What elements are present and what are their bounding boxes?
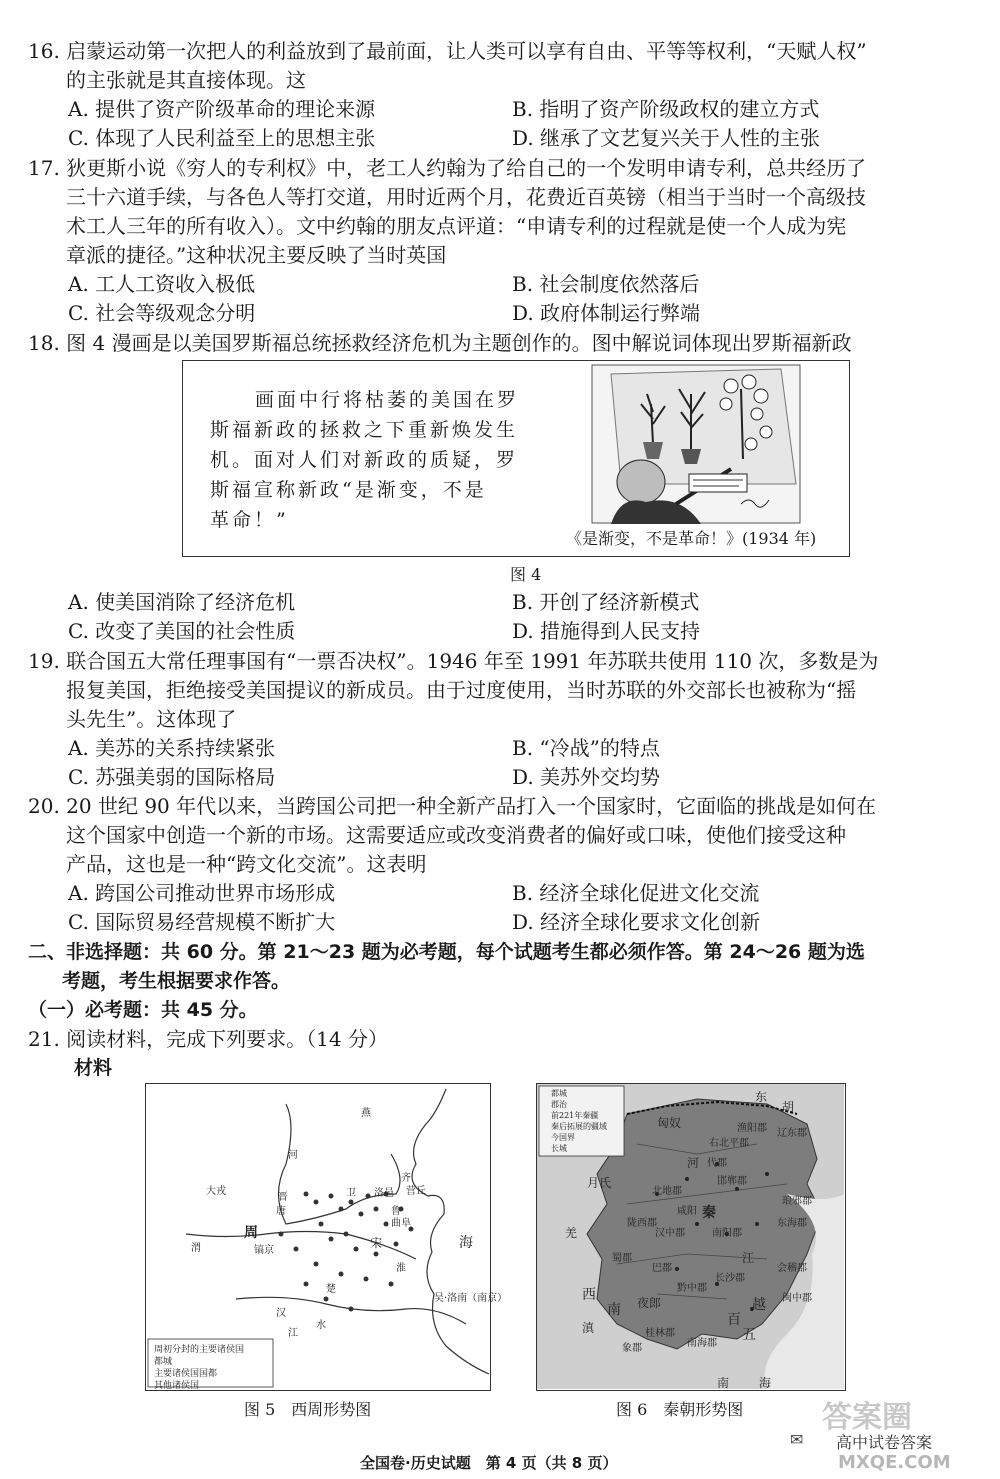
q17-option-a: A. 工人工资收入极低 bbox=[68, 272, 256, 296]
map5-label-song: 宋 bbox=[370, 1236, 383, 1250]
map6-label-nan: 南 bbox=[717, 1376, 730, 1390]
map6-label-river-jiang: 江 bbox=[742, 1251, 755, 1265]
map6-label-qiang: 羌 bbox=[565, 1226, 578, 1240]
cartoon-text-line1: 画面中行将枯萎的美国在罗 bbox=[255, 389, 520, 411]
map5-label-luoyi: 洛邑 bbox=[374, 1188, 394, 1199]
q21-material-label: 材料 bbox=[74, 1057, 113, 1079]
q19-stem-line2: 报复美国，拒绝接受美国提议的新成员。由于过度使用，当时苏联的外交部长也被称为“摇 bbox=[66, 678, 857, 702]
map6-label-xi: 西 bbox=[582, 1287, 596, 1303]
map6-label-minzhong: 闽中郡 bbox=[782, 1293, 812, 1304]
map-qin-dynasty bbox=[536, 1083, 846, 1391]
map6-label-shujun: 蜀郡 bbox=[612, 1253, 632, 1264]
map6-label-handan: 邯郸郡 bbox=[717, 1176, 747, 1187]
map6-label-daijun: 代郡 bbox=[707, 1158, 727, 1169]
q16-option-a: A. 提供了资产阶级革命的理论来源 bbox=[68, 97, 376, 121]
cartoon-text-line3: 机。面对人们对新政的质疑，罗 bbox=[210, 449, 519, 471]
map5-label-haojing: 镐京 bbox=[254, 1245, 274, 1256]
q21-stem: 21. 阅读材料，完成下列要求。（14 分） bbox=[28, 1027, 388, 1051]
map5-legend-4: 其他诸侯国 bbox=[154, 1381, 200, 1391]
q16-option-d: D. 继承了文艺复兴关于人性的主张 bbox=[512, 126, 821, 150]
map6-label-donghai: 东海郡 bbox=[777, 1218, 807, 1229]
q19-option-a: A. 美苏的关系持续紧张 bbox=[68, 736, 276, 760]
map6-label-dong: 东 bbox=[755, 1090, 768, 1104]
map6-legend-1: 都城 bbox=[551, 1089, 567, 1098]
page-footer: 全国卷·历史试题 第 4 页（共 8 页） bbox=[360, 1454, 618, 1472]
q20-option-a: A. 跨国公司推动世界市场形成 bbox=[68, 881, 336, 905]
wechat-icon: ✉ bbox=[790, 1430, 804, 1449]
map6-label-hu: 胡 bbox=[782, 1100, 795, 1114]
map5-legend-3: 主要诸侯国国都 bbox=[154, 1369, 218, 1379]
q19-option-c: C. 苏强美弱的国际格局 bbox=[68, 765, 276, 789]
map6-label-langya: 琅邪郡 bbox=[782, 1196, 812, 1207]
cartoon-text-line2: 斯福新政的拯救之下重新焕发生 bbox=[210, 419, 519, 441]
q19-option-b: B. “冷战”的特点 bbox=[512, 736, 660, 760]
q20-option-b: B. 经济全球化促进文化交流 bbox=[512, 881, 760, 905]
map5-label-lu: 鲁 bbox=[391, 1206, 401, 1217]
map6-label-dian: 滇 bbox=[582, 1321, 595, 1335]
map6-label-longxi: 陇西郡 bbox=[627, 1218, 657, 1229]
map6-label-bai: 百 bbox=[727, 1312, 741, 1328]
q17-option-d: D. 政府体制运行弊端 bbox=[512, 301, 701, 325]
watermark-logo: 答案圈 bbox=[822, 1400, 912, 1435]
q17-stem-line2: 三十六道手续，与各色人等打交道，用时近两个月，花费近百英镑（相当于当时一个高级技 bbox=[66, 185, 866, 209]
q16-stem-line1: 16. 启蒙运动第一次把人的利益放到了最前面，让人类可以享有自由、平等等权利，“天赋人权” bbox=[28, 39, 867, 63]
watermark-url: MXQE.COM bbox=[838, 1452, 951, 1473]
map6-label-yue: 越 bbox=[752, 1297, 766, 1313]
map5-label-wei: 卫 bbox=[346, 1188, 356, 1199]
map6-label-nan-west: 南 bbox=[607, 1302, 621, 1318]
q18-option-c: C. 改变了美国的社会性质 bbox=[68, 619, 296, 643]
q17-stem-line4: 章派的捷径。”这种状况主要反映了当时英国 bbox=[66, 243, 447, 267]
map6-legend-4: 秦后拓展的疆域 bbox=[551, 1122, 607, 1131]
cartoon-text-line4: 斯福宣称新政“是渐变，不是 bbox=[210, 479, 487, 501]
map6-label-xiangjun: 象郡 bbox=[622, 1343, 642, 1354]
q18-option-a: A. 使美国消除了经济危机 bbox=[68, 590, 296, 614]
map5-label-jin: 晋 bbox=[278, 1192, 288, 1203]
map5-label-chu: 楚 bbox=[326, 1284, 336, 1295]
map5-label-yan: 燕 bbox=[361, 1108, 371, 1119]
q16-option-c: C. 体现了人民利益至上的思想主张 bbox=[68, 126, 376, 150]
map5-label-sea: 海 bbox=[459, 1235, 473, 1251]
figure-4-frame bbox=[182, 360, 850, 557]
cartoon-caption: 《是渐变，不是革命！》(1934 年) bbox=[566, 529, 817, 548]
q20-stem-line1: 20. 20 世纪 90 年代以来，当跨国公司把一种全新产品打入一个国家时，它面临的挑战是如何在 bbox=[28, 794, 877, 818]
map-western-zhou bbox=[145, 1083, 508, 1391]
map5-label-he: 河 bbox=[288, 1150, 298, 1161]
map6-label-nanyang: 南阳郡 bbox=[712, 1228, 742, 1239]
q17-option-c: C. 社会等级观念分明 bbox=[68, 301, 256, 325]
map6-legend-2: 郡治 bbox=[551, 1100, 567, 1109]
map6-legend-5: 今国界 bbox=[551, 1133, 575, 1142]
map5-label-wu: 吴·洛南（南京） bbox=[434, 1293, 508, 1304]
map6-label-yelang: 夜郎 bbox=[637, 1296, 662, 1310]
map5-label-qufu: 曲阜 bbox=[391, 1218, 411, 1229]
q18-option-d: D. 措施得到人民支持 bbox=[512, 619, 701, 643]
q20-option-c: C. 国际贸易经营规模不断扩大 bbox=[68, 910, 336, 934]
map6-label-wu: 五 bbox=[742, 1327, 756, 1343]
q17-stem-line3: 术工人三年的所有收入）。文中约翰的朋友点评道：“申请专利的过程就是使一个人成为宪 bbox=[66, 214, 847, 238]
map6-legend-3: 前221年秦疆 bbox=[551, 1111, 599, 1120]
map6-label-xiongnu: 匈奴 bbox=[657, 1116, 682, 1130]
map5-label-wei-river: 渭 bbox=[191, 1243, 201, 1254]
map5-legend-2: 都城 bbox=[154, 1357, 173, 1367]
map5-label-yingqiu: 营丘 bbox=[406, 1186, 426, 1197]
map6-label-hai: 海 bbox=[759, 1376, 772, 1390]
map6-label-yuezhi: 月氏 bbox=[587, 1176, 612, 1190]
figure-5-caption: 图 5 西周形势图 bbox=[244, 1400, 372, 1419]
map6-label-xianyang: 咸阳 bbox=[677, 1206, 697, 1217]
q19-stem-line3: 头先生”。这体现了 bbox=[66, 707, 237, 731]
map6-label-changsha: 长沙郡 bbox=[715, 1273, 745, 1284]
map6-label-youbeiping: 右北平郡 bbox=[709, 1138, 749, 1149]
map5-label-darong: 大戎 bbox=[206, 1186, 226, 1197]
roosevelt-cartoon-image bbox=[591, 364, 801, 524]
required-section-heading: （一）必考题：共 45 分。 bbox=[28, 999, 258, 1021]
map5-label-han: 汉 bbox=[276, 1308, 286, 1319]
map6-label-liaodong: 辽东郡 bbox=[777, 1128, 807, 1139]
q20-option-d: D. 经济全球化要求文化创新 bbox=[512, 910, 761, 934]
map6-label-kuaiji: 会稽郡 bbox=[777, 1263, 807, 1274]
map5-label-shui: 水 bbox=[316, 1320, 326, 1331]
map6-label-qin: 秦 bbox=[702, 1205, 716, 1221]
figure-6-caption: 图 6 秦朝形势图 bbox=[616, 1400, 744, 1419]
q16-stem-line2: 的主张就是其直接体现。这 bbox=[66, 68, 306, 92]
section-2-heading-line1: 二、非选择题：共 60 分。第 21～23 题为必考题，每个试题考生都必须作答。第 24～26 题为选 bbox=[28, 941, 865, 963]
q17-option-b: B. 社会制度依然落后 bbox=[512, 272, 700, 296]
map6-label-qianzhong: 黔中郡 bbox=[677, 1283, 707, 1294]
q17-stem-line1: 17. 狄更斯小说《穷人的专利权》中，老工人约翰为了给自己的一个发明申请专利，总共经历了 bbox=[28, 156, 867, 180]
map5-label-huai: 淮 bbox=[396, 1263, 406, 1274]
cartoon-text-line5: 革命！” bbox=[210, 509, 289, 531]
q20-stem-line3: 产品，这也是一种“跨文化交流”。这表明 bbox=[66, 852, 427, 876]
q18-option-b: B. 开创了经济新模式 bbox=[512, 590, 700, 614]
map5-label-tang: 唐 bbox=[276, 1206, 286, 1217]
q18-stem-line1: 18. 图 4 漫画是以美国罗斯福总统拯救经济危机为主题创作的。图中解说词体现出罗斯福新政 bbox=[28, 331, 852, 355]
map6-label-nanhai: 南海郡 bbox=[687, 1338, 717, 1349]
map5-legend-1: 周初分封的主要诸侯国 bbox=[154, 1345, 245, 1355]
map6-legend-6: 长城 bbox=[551, 1144, 567, 1153]
map6-label-yuyang: 渔阳郡 bbox=[737, 1123, 767, 1134]
map6-label-hanzhong: 汉中郡 bbox=[655, 1228, 685, 1239]
q20-stem-line2: 这个国家中创造一个新的市场。这需要适应或改变消费者的偏好或口味，使他们接受这种 bbox=[66, 823, 846, 847]
watermark-text: 高中试卷答案 bbox=[836, 1433, 933, 1452]
map6-label-river-he: 河 bbox=[687, 1156, 700, 1170]
map5-label-qi: 齐 bbox=[401, 1173, 411, 1184]
map6-label-beidi: 北地郡 bbox=[652, 1186, 682, 1197]
map5-label-zhou: 周 bbox=[244, 1225, 258, 1241]
q16-option-b: B. 指明了资产阶级政权的建立方式 bbox=[512, 97, 820, 121]
map6-label-bajun: 巴郡 bbox=[652, 1263, 672, 1274]
figure-4-label: 图 4 bbox=[510, 565, 542, 584]
map6-label-guilin: 桂林郡 bbox=[645, 1328, 675, 1339]
q19-option-d: D. 美苏外交均势 bbox=[512, 765, 661, 789]
section-2-heading-line2: 考题，考生根据要求作答。 bbox=[62, 970, 291, 992]
map5-label-jiang: 江 bbox=[288, 1328, 298, 1339]
q19-stem-line1: 19. 联合国五大常任理事国有“一票否决权”。1946 年至 1991 年苏联共使用 110 次，多数是为 bbox=[28, 649, 879, 673]
